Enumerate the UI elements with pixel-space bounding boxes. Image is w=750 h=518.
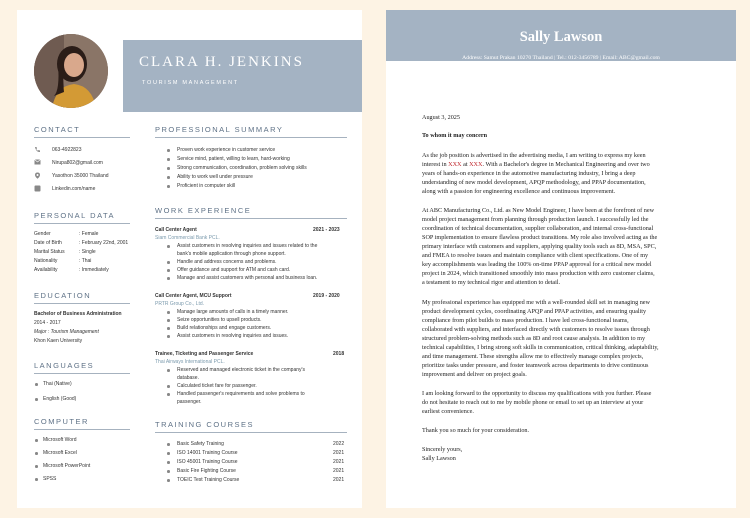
personal-label: Nationality (34, 258, 58, 264)
p2-line: key accomplishments was leading the 100% on-time PPAP approval for a critical new model (422, 261, 652, 268)
bullet-icon (167, 185, 170, 188)
p4-line: I am looking forward to the opportunity to discuss my qualifications with you further. Please (422, 390, 652, 397)
p2-line: model project management from planning through production launch. I successfully led the (422, 216, 649, 223)
p1-line: As the job position is advertised in the advertising media, I am writing to express my keen (422, 152, 646, 159)
work-heading: WORK EXPERIENCE (155, 206, 252, 215)
job-duty: Handled passenger's requirements and solve problems to (177, 391, 305, 397)
contact-linkedin: Linkedin.com/name (52, 186, 96, 192)
thanks-line: Thank you so much for your consideration. (422, 427, 530, 434)
job-title: Call Center Agent, MCU Support (155, 293, 232, 299)
job-duty: Handle and address concerns and problems. (177, 259, 277, 265)
job-duty: Offer guidance and support for ATM and cash card. (177, 267, 291, 273)
training-year: 2021 (333, 459, 345, 465)
job-years: 2018 (333, 351, 345, 357)
summary-heading: PROFESSIONAL SUMMARY (155, 125, 284, 134)
work-rule (155, 218, 347, 219)
bullet-icon (167, 158, 170, 161)
personal-heading: PERSONAL DATA (34, 211, 116, 220)
p4-line: earliest convenience. (422, 408, 474, 415)
bullet-icon (167, 479, 170, 482)
placeholder-text: XXX (448, 161, 462, 168)
p3-line: and time management. These strengths allow me to effectively manage complex projects, (422, 353, 644, 360)
p4-line: do not hesitate to reach out to me by mobile phone or email to set up an interview at your (422, 399, 644, 406)
signature-name: Sally Lawson (422, 455, 456, 462)
training-rule (155, 432, 347, 433)
p3-line: technical capabilities, I bring strong soft skills in communication, critical thinking, adaptability, (422, 344, 659, 351)
bullet-icon (167, 327, 170, 330)
bullet-icon (35, 398, 38, 401)
contact-address: Yasothon 35000 Thailand (52, 173, 109, 179)
contact-phone: 063-4922823 (52, 147, 82, 153)
bullet-icon (167, 261, 170, 264)
bullet-icon (167, 393, 170, 396)
bullet-icon (167, 269, 170, 272)
bullet-icon (35, 439, 38, 442)
job-title: Call Center Agent (155, 227, 197, 233)
bullet-icon (167, 167, 170, 170)
training-name: Basic Fire Fighting Course (177, 468, 236, 474)
p1-text: interest in (422, 161, 449, 168)
bullet-icon (167, 176, 170, 179)
p3-line: product development cycles, coordinating APQP and PPAP activities, and ensuring quality (422, 308, 647, 315)
personal-label: Gender (34, 231, 51, 237)
p1-line: understanding of new model development, APQP methodology, and PPAP documentation, (422, 179, 646, 186)
summary-item: Proven work experience in customer service (177, 147, 276, 153)
personal-value: : Thai (79, 258, 92, 264)
contact-email: Nirupa802@gmail.com (52, 160, 103, 166)
resume-header-band (123, 40, 362, 112)
computer-heading: COMPUTER (34, 417, 89, 426)
bullet-icon (167, 385, 170, 388)
computer-item: Microsoft Excel (43, 450, 77, 456)
job-company: Siam Commercial Bank PCL. (155, 235, 220, 241)
bullet-icon (35, 452, 38, 455)
bullet-icon (167, 277, 170, 280)
education-degree: Bachelor of Business Administration (34, 311, 122, 317)
p3-line: prioritize tasks under pressure, and foster teamwork across departments to drive continuous (422, 362, 649, 369)
languages-rule (34, 373, 130, 374)
location-icon (34, 172, 41, 178)
job-duty: Reserved and managed electronic ticket in the company's (177, 367, 305, 373)
bullet-icon (167, 311, 170, 314)
job-duty: bank's mobile application through phone support. (177, 251, 286, 257)
job-duty: Seize opportunities to upsell products. (177, 317, 262, 323)
education-rule (34, 303, 130, 304)
job-company: PRTR Group Co., Ltd. (155, 301, 205, 307)
closing-line: Sincerely yours, (422, 446, 463, 453)
personal-value: : Immediately (79, 267, 109, 273)
p2-line: primary interface with customers and suppliers, applying quality tools such as 8D, MSA, SPC, (422, 243, 657, 250)
job-duty: Assist customers in resolving inquiries and issues. (177, 333, 289, 339)
bullet-icon (167, 443, 170, 446)
cover-letter-page (386, 10, 736, 508)
p1-line (422, 160, 650, 169)
letter-salutation: To whom it may concern (422, 132, 488, 139)
education-years: 2014 - 2017 (34, 320, 61, 326)
contact-rule (34, 137, 130, 138)
training-name: ISO 14001 Training Course (177, 450, 238, 456)
bullet-icon (167, 470, 170, 473)
p3-line: improvement and deliver on project goals. (422, 371, 527, 378)
linkedin-icon (34, 185, 41, 191)
personal-label: Availability (34, 267, 58, 273)
p1-line: years of hands-on experience in the automotive manufacturing industry, I bring a deep (422, 170, 636, 177)
placeholder-text: XXX (469, 161, 483, 168)
personal-value: : Single (79, 249, 96, 255)
email-icon (34, 159, 41, 165)
phone-icon (34, 146, 41, 152)
computer-rule (34, 429, 130, 430)
bullet-icon (167, 245, 170, 248)
letter-name: Sally Lawson (519, 29, 603, 45)
resume-name: CLARA H. JENKINS (139, 54, 304, 70)
bullet-icon (167, 319, 170, 322)
language-item: Thai (Native) (43, 381, 72, 387)
training-name: TOEIC Test Training Course (177, 477, 240, 483)
training-heading: TRAINING COURSES (155, 420, 255, 429)
p2-line: a testament to my technical rigor and attention to detail. (422, 279, 561, 286)
training-year: 2021 (333, 477, 345, 483)
bullet-icon (167, 461, 170, 464)
job-title: Trainee, Ticketing and Passenger Service (155, 351, 254, 357)
p1-line: along with a passion for engineering excellence and continuous improvement. (422, 188, 616, 195)
training-year: 2022 (333, 441, 345, 447)
job-duty: Calculated ticket fare for passenger. (177, 383, 257, 389)
personal-value: : Female (79, 231, 99, 237)
p1-text: at (461, 161, 470, 168)
training-year: 2021 (333, 450, 345, 456)
p3-line: compliance from pilot builds to mass production. I have led cross-functional teams, (422, 317, 629, 324)
education-major: Major : Tourism Management (34, 329, 99, 335)
profile-photo (34, 34, 108, 108)
bullet-icon (35, 465, 38, 468)
job-years: 2021 - 2023 (313, 227, 340, 233)
computer-item: Microsoft Word (43, 437, 77, 443)
bullet-icon (35, 383, 38, 386)
letter-address: Address: Samut Prakan 10270 Thailand | Tel.: 012-3456789 | Email: ABC@gmail.com (462, 55, 660, 61)
job-duty: database. (177, 375, 199, 381)
bullet-icon (167, 369, 170, 372)
bullet-icon (167, 452, 170, 455)
p2-line: coordination of technical documentation, supplier collaboration, and internal cross-functional (422, 225, 654, 232)
training-name: ISO 45001 Training Course (177, 459, 238, 465)
language-item: English (Good) (43, 396, 77, 402)
p2-line: project in 2024, which transitioned smoothly into mass production with zero customer claims, (422, 270, 655, 277)
job-company: Thai Airways International PCL. (155, 359, 225, 365)
personal-value: : February 22nd, 2001 (79, 240, 129, 246)
computer-item: Microsoft PowerPoint (43, 463, 91, 469)
job-years: 2019 - 2020 (313, 293, 340, 299)
resume-role: TOURISM MANAGEMENT (142, 80, 239, 86)
training-year: 2021 (333, 468, 345, 474)
p2-line: and FMEA to resolve issues and maintain compliance with client specifications. One of my (422, 252, 649, 259)
p3-line: collaborated with suppliers, and interfaced directly with customers to resolve issues through (422, 326, 650, 333)
bullet-icon (167, 335, 170, 338)
letter-date: August 3, 2025 (422, 114, 460, 121)
resume-page (17, 10, 362, 508)
summary-item: Ability to work well under pressure (177, 174, 253, 180)
personal-rule (34, 223, 130, 224)
training-name: Basic Safety Training (177, 441, 224, 447)
computer-item: SPSS (43, 476, 57, 482)
p2-line: At ABC Manufacturing Co., Ltd. as New Model Engineer, I have been at the forefront of new (422, 207, 655, 214)
contact-heading: CONTACT (34, 125, 81, 134)
p2-line: SOP implementation to ensure flawless product transitions. My role also involved acting as the (422, 234, 658, 241)
job-duty: Manage large amounts of calls in a timely manner. (177, 309, 289, 315)
education-heading: EDUCATION (34, 291, 92, 300)
bullet-icon (167, 149, 170, 152)
personal-label: Marital Status (34, 249, 65, 255)
p1-text: . With a Bachelor's degree in Mechanical Engineering and over two (482, 161, 650, 168)
job-duty: passenger. (177, 399, 202, 405)
job-duty: Assist customers in resolving inquiries and issues related to the (177, 243, 318, 249)
p3-line: structured problem-solving methods such as 8D and root cause analysis. In addition to my (422, 335, 646, 342)
bullet-icon (35, 478, 38, 481)
job-duty: Build relationships and engage customers. (177, 325, 272, 331)
summary-item: Service mind, patient, willing to learn, hard-working (177, 156, 290, 162)
languages-heading: LANGUAGES (34, 361, 95, 370)
summary-item: Strong communication, coordination, problem solving skills (177, 165, 307, 171)
education-school: Khon Kaen University (34, 338, 83, 344)
summary-item: Proficient in computer skill (177, 183, 236, 189)
job-duty: Manage and assist customers with personal and business loan. (177, 275, 318, 281)
summary-rule (155, 137, 347, 138)
p3-line: My professional experience has equipped me with a well-rounded skill set in managing new (422, 299, 651, 306)
personal-label: Date of Birth (34, 240, 62, 246)
